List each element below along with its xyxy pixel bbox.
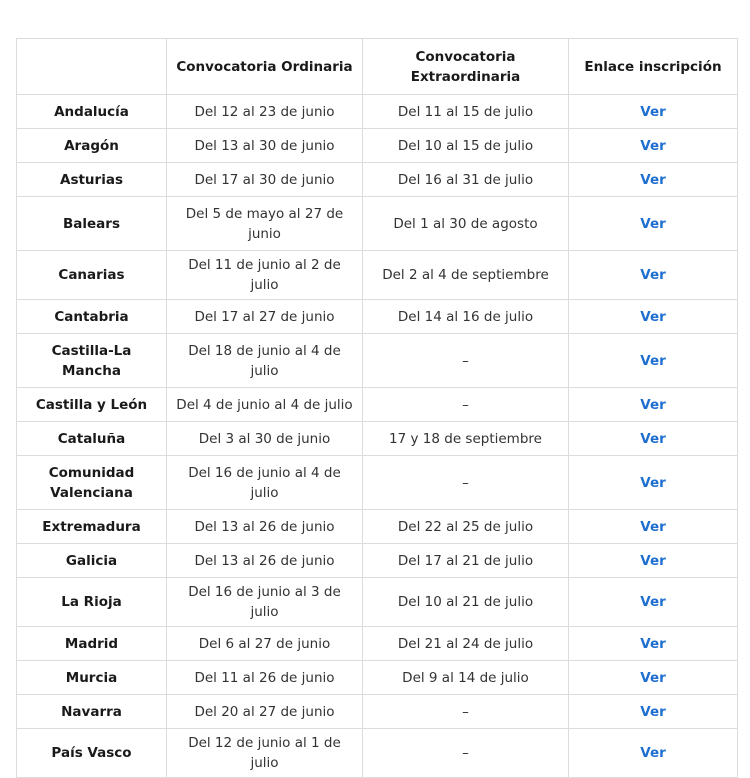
extraordinaria-cell: 17 y 18 de septiembre [363,422,569,456]
ver-link[interactable]: Ver [640,518,666,535]
table-row [17,544,738,578]
table-row [17,388,738,422]
region-cell: Navarra [17,695,167,729]
ordinaria-cell: Del 16 de junio al 3 de julio [167,578,363,627]
header-region [17,39,167,95]
extraordinaria-cell: Del 10 al 15 de julio [363,129,569,163]
ver-link[interactable]: Ver [640,137,666,154]
table-row [17,95,738,129]
ver-link[interactable]: Ver [640,171,666,188]
region-cell: Madrid [17,627,167,661]
link-cell [569,129,738,163]
region-cell: Balears [17,197,167,251]
ver-link[interactable]: Ver [640,267,666,283]
ordinaria-cell: Del 13 al 26 de junio [167,510,363,544]
ver-link[interactable]: Ver [640,103,666,120]
ver-link[interactable]: Ver [640,703,666,720]
ordinaria-cell: Del 20 al 27 de junio [167,695,363,729]
region-cell: Extremadura [17,510,167,544]
region-cell: Andalucía [17,95,167,129]
ordinaria-cell: Del 12 al 23 de junio [167,95,363,129]
region-cell: Castilla-La Mancha [17,334,167,388]
table-row [17,456,738,510]
extraordinaria-cell: Del 10 al 21 de julio [363,578,569,627]
extraordinaria-cell: Del 21 al 24 de julio [363,627,569,661]
region-cell: Galicia [17,544,167,578]
link-cell [569,578,738,627]
ver-link[interactable]: Ver [640,594,666,610]
extraordinaria-cell: – [363,695,569,729]
table-body [17,95,738,778]
header-convocatoria-extraordinaria: Convocatoria Extraordinaria [363,39,569,95]
extraordinaria-cell: – [363,334,569,388]
ordinaria-cell: Del 11 al 26 de junio [167,661,363,695]
table-row [17,510,738,544]
link-cell [569,661,738,695]
extraordinaria-cell: Del 1 al 30 de agosto [363,197,569,251]
extraordinaria-cell: Del 14 al 16 de julio [363,300,569,334]
link-cell [569,334,738,388]
ordinaria-cell: Del 11 de junio al 2 de julio [167,251,363,300]
ordinaria-cell: Del 12 de junio al 1 de julio [167,729,363,778]
extraordinaria-cell: Del 11 al 15 de julio [363,95,569,129]
extraordinaria-cell: Del 2 al 4 de septiembre [363,251,569,300]
ver-link[interactable]: Ver [640,396,666,413]
region-cell: Asturias [17,163,167,197]
ordinaria-cell: Del 5 de mayo al 27 de junio [167,197,363,251]
ordinaria-cell: Del 13 al 26 de junio [167,544,363,578]
link-cell [569,95,738,129]
ver-link[interactable]: Ver [640,352,666,369]
extraordinaria-cell: Del 9 al 14 de julio [363,661,569,695]
link-cell [569,422,738,456]
ordinaria-cell: Del 18 de junio al 4 de julio [167,334,363,388]
table-row [17,334,738,388]
link-cell [569,456,738,510]
link-cell [569,695,738,729]
ordinaria-cell: Del 4 de junio al 4 de julio [167,388,363,422]
ordinaria-cell: Del 3 al 30 de junio [167,422,363,456]
ordinaria-cell: Del 17 al 27 de junio [167,300,363,334]
table-row [17,129,738,163]
table-row [17,627,738,661]
registration-schedule-table [16,38,738,778]
table-row [17,729,738,778]
link-cell [569,388,738,422]
ver-link[interactable]: Ver [640,669,666,686]
region-cell: País Vasco [17,729,167,778]
link-cell [569,510,738,544]
table-row [17,251,738,300]
ver-link[interactable]: Ver [640,215,666,232]
link-cell [569,729,738,778]
table-row [17,163,738,197]
region-cell: Cantabria [17,300,167,334]
extraordinaria-cell: Del 16 al 31 de julio [363,163,569,197]
region-cell: Comunidad Valenciana [17,456,167,510]
link-cell [569,627,738,661]
link-cell [569,251,738,300]
ver-link[interactable]: Ver [640,308,666,325]
table-row [17,197,738,251]
table-row [17,695,738,729]
link-cell [569,197,738,251]
region-cell: Canarias [17,251,167,300]
region-cell: Cataluña [17,422,167,456]
table-header [17,39,738,95]
ver-link[interactable]: Ver [640,745,666,761]
ver-link[interactable]: Ver [640,635,666,652]
ordinaria-cell: Del 16 de junio al 4 de julio [167,456,363,510]
table-row [17,300,738,334]
ver-link[interactable]: Ver [640,474,666,491]
ver-link[interactable]: Ver [640,552,666,569]
table-row [17,422,738,456]
extraordinaria-cell: – [363,456,569,510]
extraordinaria-cell: Del 22 al 25 de julio [363,510,569,544]
header-enlace-inscripcion: Enlace inscripción [569,39,738,95]
extraordinaria-cell: – [363,388,569,422]
ordinaria-cell: Del 6 al 27 de junio [167,627,363,661]
region-cell: Castilla y León [17,388,167,422]
region-cell: Aragón [17,129,167,163]
link-cell [569,163,738,197]
table-row [17,578,738,627]
ordinaria-cell: Del 17 al 30 de junio [167,163,363,197]
extraordinaria-cell: Del 17 al 21 de julio [363,544,569,578]
region-cell: Murcia [17,661,167,695]
link-cell [569,300,738,334]
extraordinaria-cell: – [363,729,569,778]
header-convocatoria-ordinaria: Convocatoria Ordinaria [167,39,363,95]
table-row [17,661,738,695]
ordinaria-cell: Del 13 al 30 de junio [167,129,363,163]
region-cell: La Rioja [17,578,167,627]
link-cell [569,544,738,578]
header-row [17,39,738,95]
ver-link[interactable]: Ver [640,430,666,447]
